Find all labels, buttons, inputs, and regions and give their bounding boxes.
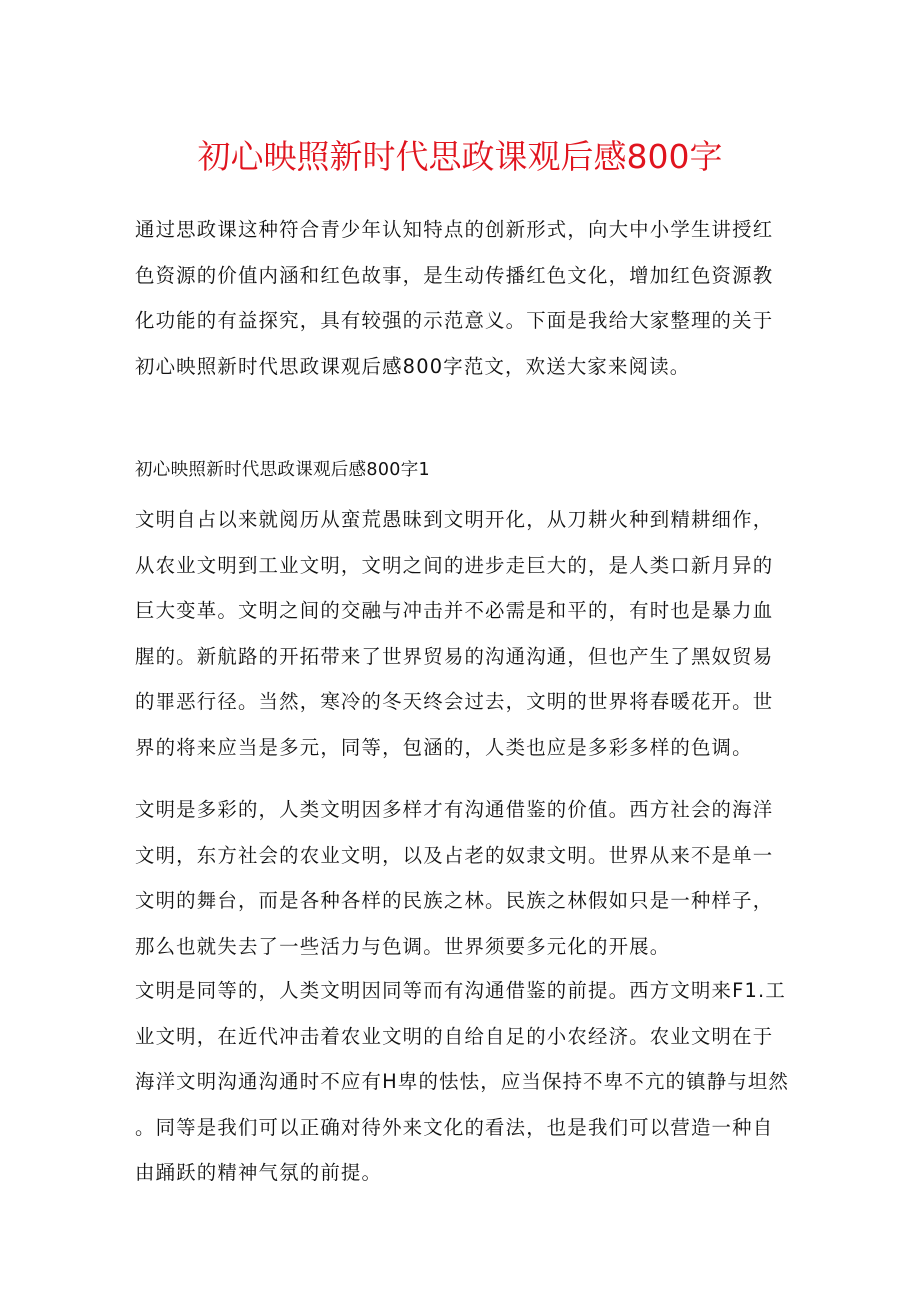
document-title: 初心映照新时代思政课观后感800字 (197, 137, 723, 176)
body-paragraph-2: 文明是多彩的，人类文明因多样才有沟通借鉴的价值。西方社会的海洋文明，东方社会的农业文明，以及占老的奴隶文明。世界从来不是单一文明的舞台，而是各种各样的民族之林。民族之林假如只是一种样子，那么也就失去了一些活力与色调。世界须要多元化的开展。 (135, 798, 774, 958)
body-paragraph-3: 文明是同等的，人类文明因同等而有沟通借鉴的前提。西方文明来F1.工业文明，在近代冲击着农业文明的自给自足的小农经济。农业文明在于海洋文明沟通沟通时不应有H卑的怯怯，应当保持不卑不亢的镇静与坦然。同等是我们可以正确对待外来文化的看法，也是我们可以营造一种自由踊跃的精神气氛的前提。 (135, 979, 790, 1184)
intro-paragraph: 通过思政课这种符合青少年认知特点的创新形式，向大中小学生讲授红色资源的价值内涵和红色故事，是生动传播红色文化，增加红色资源教化功能的有益探究，具有较强的示范意义。下面是我给大家整理的关于初心映照新时代思政课观后感800字范文，欢送大家来阅读。 (135, 218, 774, 378)
body-paragraph-1: 文明自占以来就阅历从蛮荒愚昧到文明开化，从刀耕火种到精耕细作，从农业文明到工业文明，文明之间的进步走巨大的，是人类口新月异的巨大变革。文明之间的交融与冲击并不必需是和平的，有时也是暴力血腥的。新航路的开拓带来了世界贸易的沟通沟通，但也产生了黑奴贸易的罪恶行径。当然，寒冷的冬天终会过去，文明的世界将春暖花开。世界的将来应当是多元，同等，包涵的，人类也应是多彩多样的色调。 (135, 508, 774, 759)
section-heading: 初心映照新时代思政课观后感800字1 (135, 460, 430, 480)
